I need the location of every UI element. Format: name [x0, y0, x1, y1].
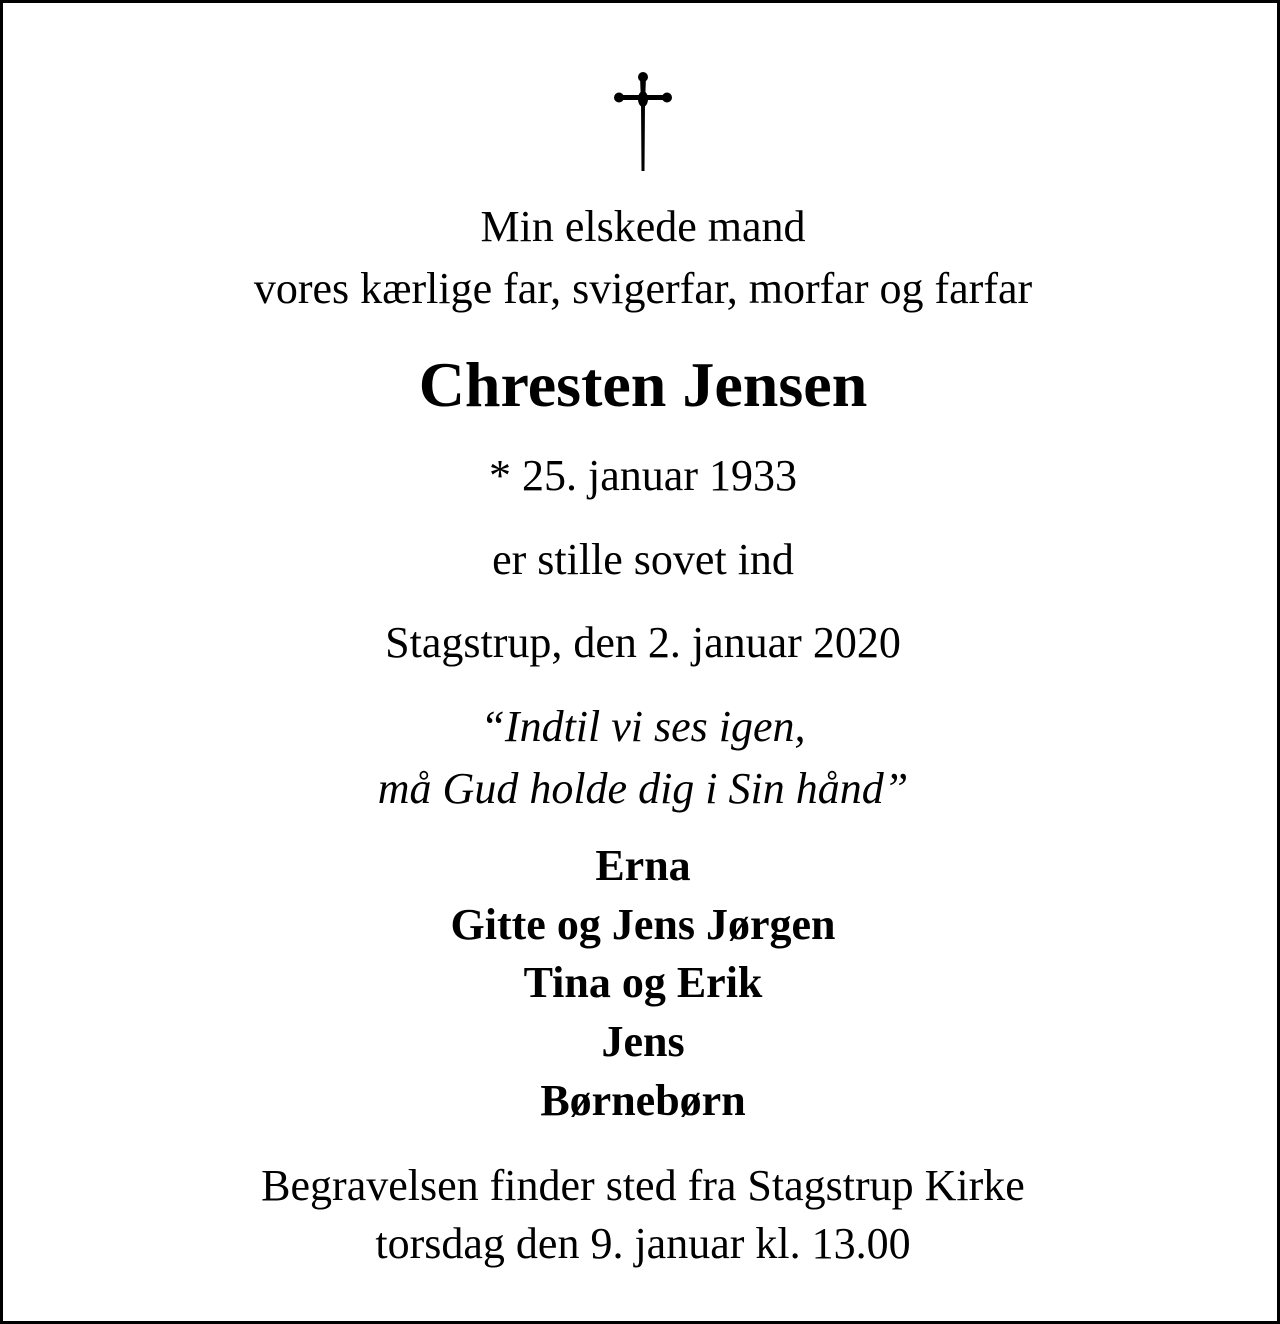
- family-member: Jens: [601, 1017, 685, 1066]
- latin-cross-icon: [611, 69, 675, 173]
- birth-date: * 25. januar 1933: [489, 451, 797, 500]
- passing-phrase: er stille sovet ind: [492, 535, 794, 584]
- family-member: Gitte og Jens Jørgen: [450, 900, 836, 949]
- quote-line-1: “Indtil vi ses igen,: [480, 702, 806, 751]
- intro-line-1: Min elskede mand: [480, 202, 806, 251]
- family-member: Erna: [595, 841, 691, 890]
- funeral-line-2: torsdag den 9. januar kl. 13.00: [375, 1219, 911, 1268]
- place-and-date: Stagstrup, den 2. januar 2020: [385, 618, 901, 667]
- family-member: Tina og Erik: [523, 958, 763, 1007]
- family-member: Børnebørn: [540, 1076, 746, 1125]
- deceased-name: Chresten Jensen: [418, 349, 868, 420]
- funeral-line-1: Begravelsen finder sted fra Stagstrup Kirke: [261, 1161, 1025, 1210]
- quote-line-2: må Gud holde dig i Sin hånd”: [377, 764, 909, 813]
- intro-line-2: vores kærlige far, svigerfar, morfar og farfar: [253, 264, 1033, 313]
